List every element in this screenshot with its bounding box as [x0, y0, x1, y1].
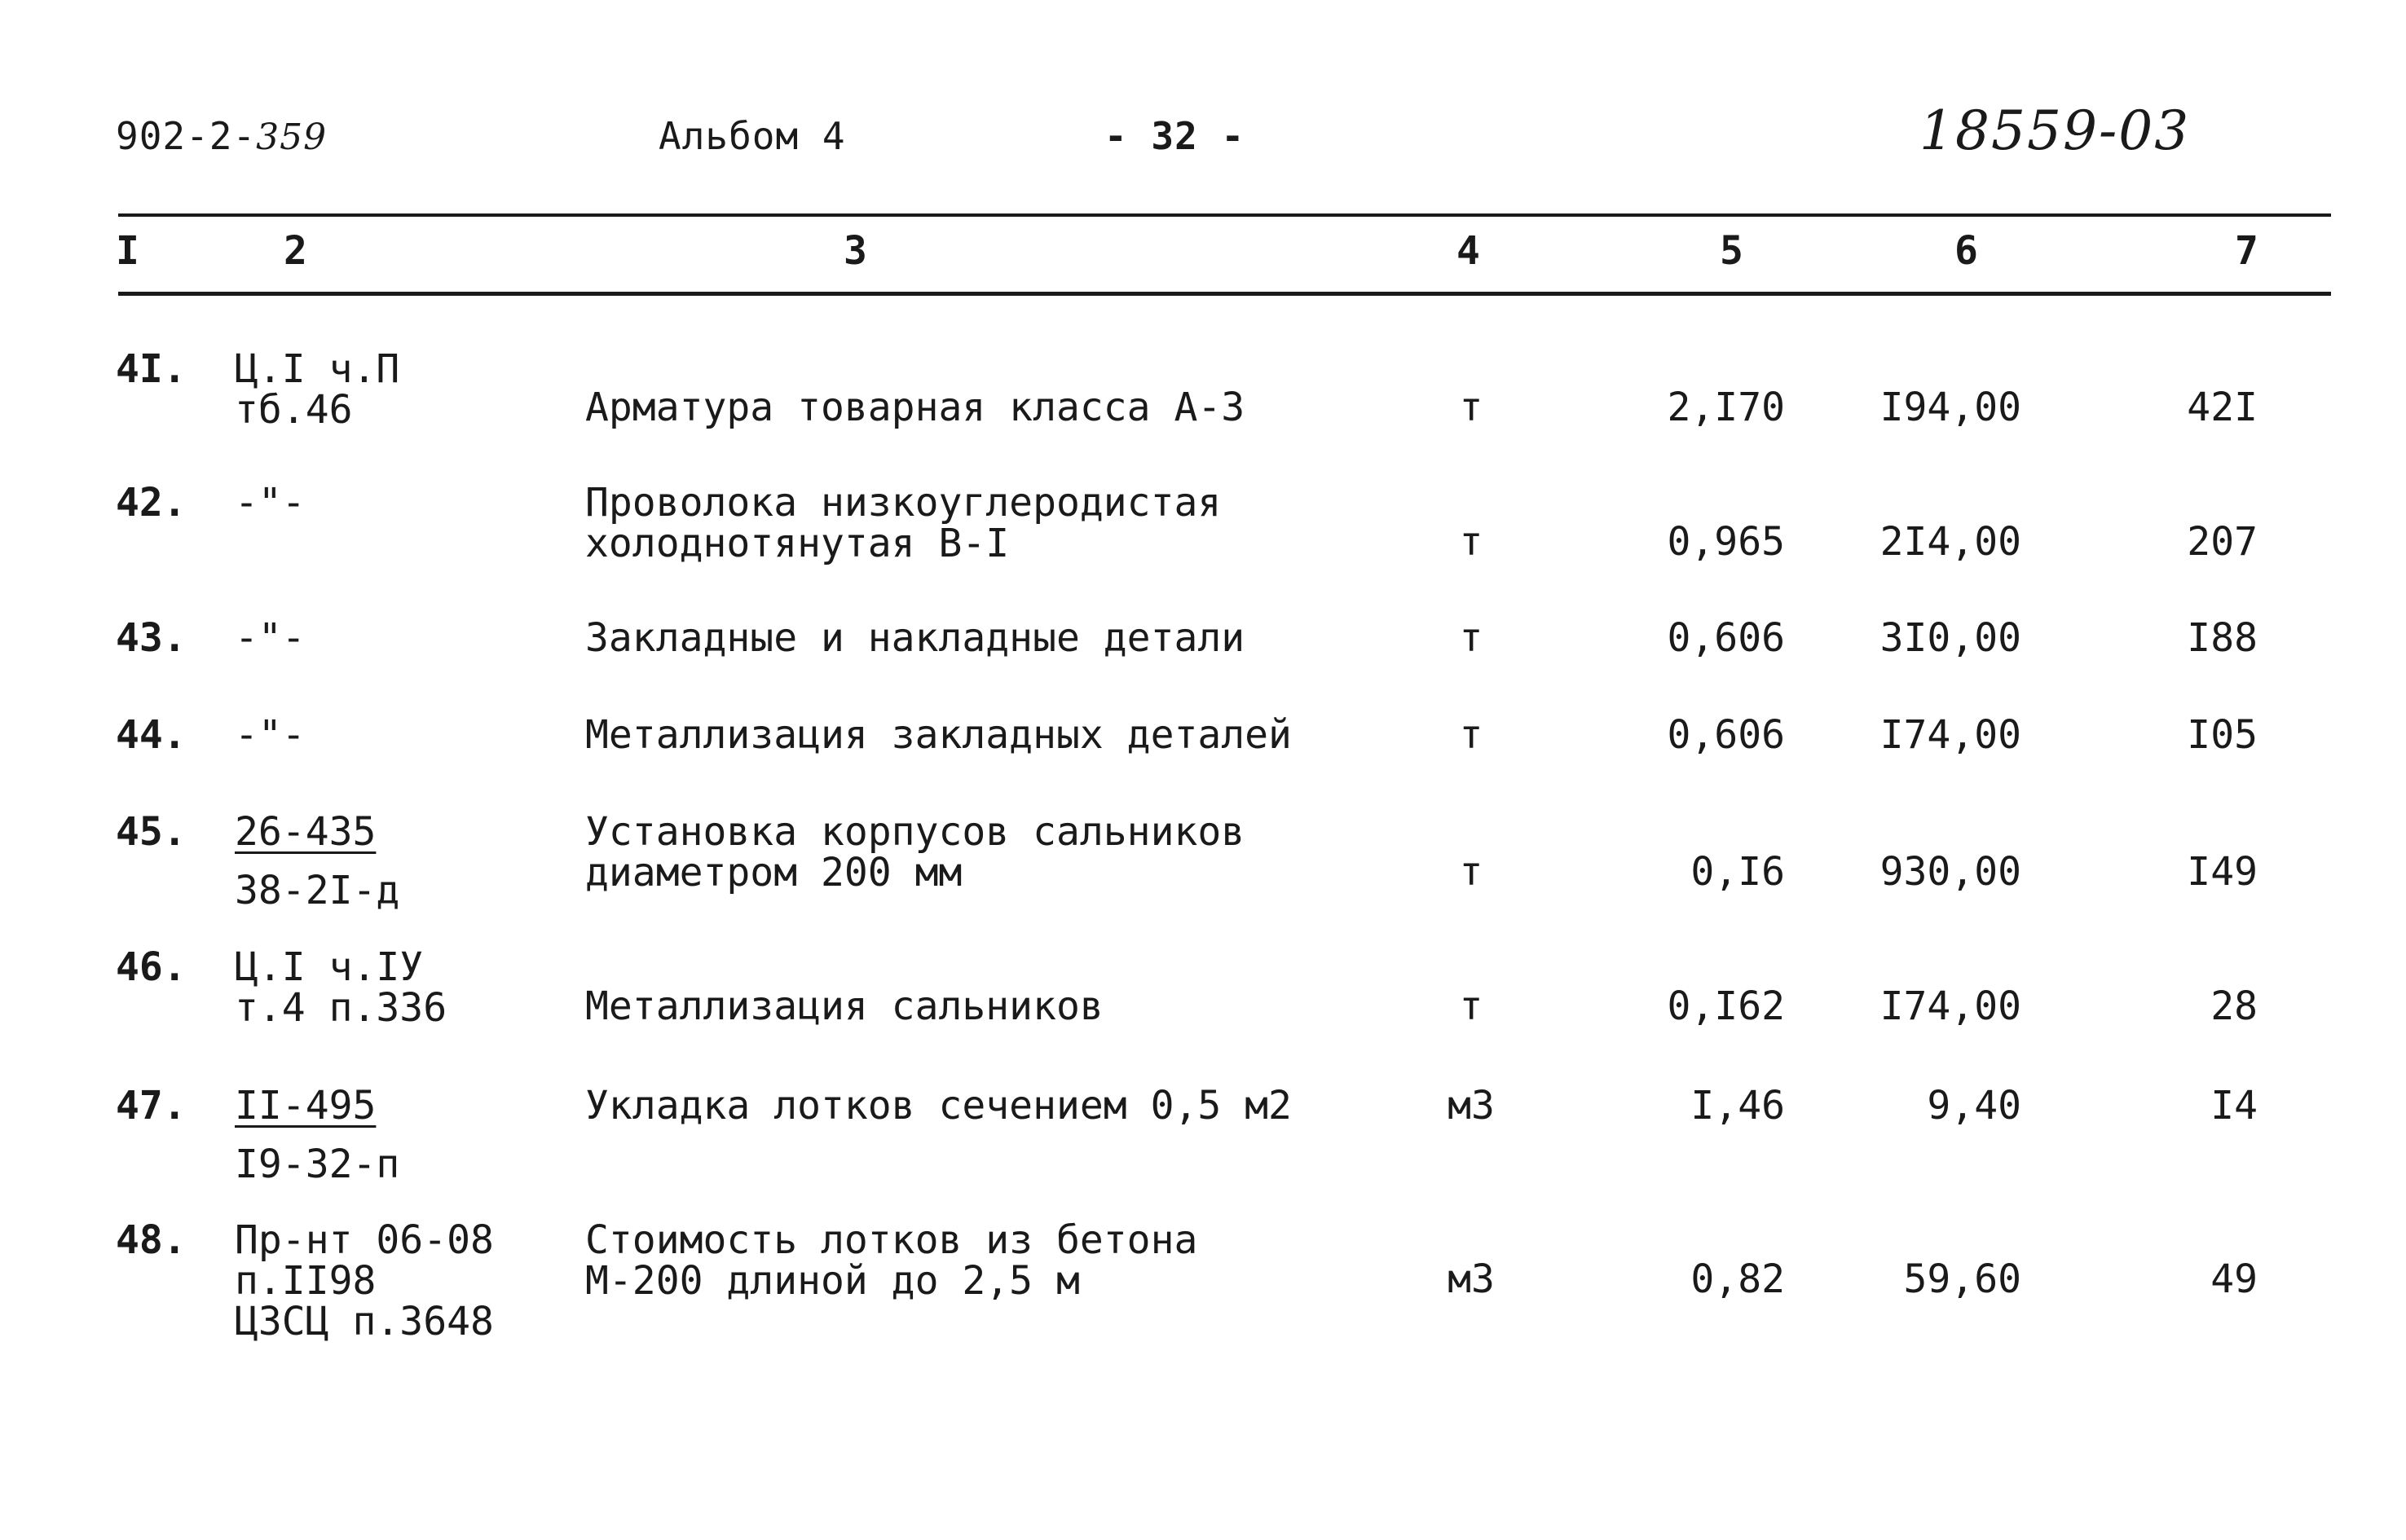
row-unit: м3: [1448, 1083, 1495, 1129]
row-code: Пр-нт 06-08 п.II98 ЦЗСЦ п.3648: [235, 1217, 494, 1344]
row-unit: т: [1459, 712, 1483, 758]
document-code-handwritten: 359: [256, 117, 328, 158]
row-price: 2I4,00: [1879, 519, 2021, 565]
row-total: I05: [2187, 712, 2258, 758]
row-price: I74,00: [1879, 712, 2021, 758]
row-number: 42.: [116, 480, 187, 526]
row-number: 43.: [116, 615, 187, 661]
row-description: Стоимость лотков из бетона М-200 длиной до 2,5 м: [585, 1217, 1198, 1304]
row-quantity: I,46: [1690, 1083, 1785, 1129]
row-code-numerator: 26-435: [235, 809, 377, 855]
row-price: 3I0,00: [1879, 615, 2021, 661]
row-quantity: 0,606: [1667, 615, 1785, 661]
row-quantity: 0,606: [1667, 712, 1785, 758]
column-header-2: 2: [284, 228, 307, 274]
row-unit: м3: [1448, 1256, 1495, 1302]
column-header-4: 4: [1456, 228, 1480, 274]
row-total: 28: [2210, 983, 2258, 1029]
row-total: 42I: [2187, 385, 2258, 430]
album-label: Альбом 4: [659, 114, 846, 158]
top-rule: [118, 213, 2331, 217]
row-code-denominator: 38-2I-д: [235, 868, 400, 913]
row-total: I4: [2210, 1083, 2258, 1129]
row-code: -"-: [235, 480, 306, 526]
row-code: Ц.I ч.IУ т.4 п.336: [235, 944, 447, 1031]
row-number: 4I.: [116, 346, 187, 392]
row-unit: т: [1459, 983, 1483, 1029]
row-quantity: 0,82: [1690, 1256, 1785, 1302]
row-code: -"-: [235, 712, 306, 758]
column-header-1: I: [116, 228, 139, 274]
row-description: Проволока низкоуглеродистая холоднотянутая В-I: [585, 480, 1222, 566]
row-quantity: 2,I70: [1667, 385, 1785, 430]
row-quantity: 0,I6: [1690, 849, 1785, 895]
row-price: 9,40: [1927, 1083, 2021, 1129]
row-total: 207: [2187, 519, 2258, 565]
header-bottom-rule: [118, 292, 2331, 296]
row-unit: т: [1459, 849, 1483, 895]
column-header-3: 3: [844, 228, 867, 274]
row-description: Арматура товарная класса А-3: [585, 385, 1245, 430]
row-price: 59,60: [1903, 1256, 2021, 1302]
row-quantity: 0,I62: [1667, 983, 1785, 1029]
column-header-7: 7: [2235, 228, 2258, 274]
row-code: Ц.I ч.П тб.46: [235, 346, 400, 433]
row-unit: т: [1459, 615, 1483, 661]
row-unit: т: [1459, 519, 1483, 565]
row-number: 47.: [116, 1083, 187, 1129]
handwritten-stamp: 18559-03: [1919, 99, 2191, 162]
column-header-6: 6: [1954, 228, 1978, 274]
column-header-5: 5: [1720, 228, 1743, 274]
row-price: I94,00: [1879, 385, 2021, 430]
row-total: I88: [2187, 615, 2258, 661]
row-unit: т: [1459, 385, 1483, 430]
row-description: Установка корпусов сальников диаметром 200 мм: [585, 809, 1245, 895]
row-code-denominator: I9-32-п: [235, 1142, 400, 1187]
row-quantity: 0,965: [1667, 519, 1785, 565]
row-number: 44.: [116, 712, 187, 758]
row-number: 45.: [116, 809, 187, 855]
page-number: - 32 -: [1104, 114, 1245, 158]
row-description: Укладка лотков сечением 0,5 м2: [585, 1083, 1292, 1129]
row-total: 49: [2210, 1256, 2258, 1302]
document-code: [116, 114, 327, 158]
row-total: I49: [2187, 849, 2258, 895]
document-code-prefix: 902-2-: [116, 114, 257, 158]
row-code: -"-: [235, 615, 306, 661]
row-number: 48.: [116, 1217, 187, 1263]
row-description: Закладные и накладные детали: [585, 615, 1245, 661]
row-price: I74,00: [1879, 983, 2021, 1029]
row-description: Металлизация сальников: [585, 983, 1104, 1029]
row-description: Металлизация закладных деталей: [585, 712, 1292, 758]
row-code-numerator: II-495: [235, 1083, 377, 1129]
row-number: 46.: [116, 944, 187, 990]
row-price: 930,00: [1879, 849, 2021, 895]
